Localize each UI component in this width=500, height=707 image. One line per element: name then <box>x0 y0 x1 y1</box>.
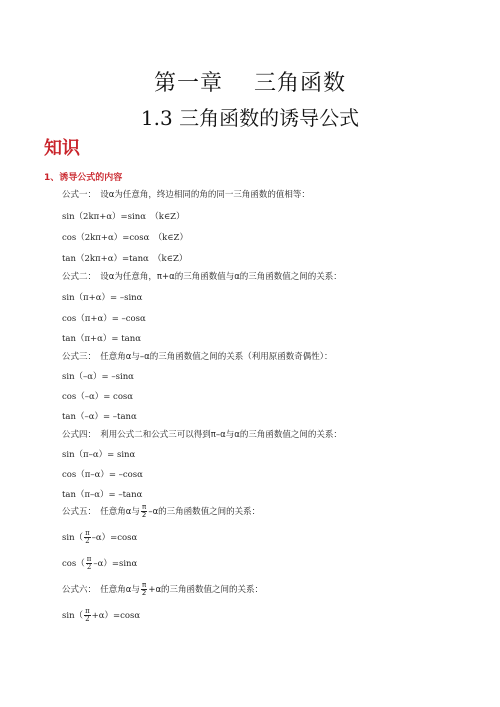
formula-line <box>62 530 137 545</box>
text-span: –α）=cosα <box>91 533 138 543</box>
knowledge-heading: 知识 <box>44 138 80 159</box>
text-span: +α的三角函数值之间的关系： <box>148 585 264 595</box>
pi-over-2-fraction <box>141 504 147 519</box>
pi-over-2-fraction <box>86 556 93 571</box>
formula-line: sin（2kπ+α）=sinα （k∈Z） <box>62 212 185 222</box>
text-span: –α的三角函数值之间的关系： <box>148 507 261 517</box>
formula-line: tan（π+α）= tanα <box>62 334 141 344</box>
formula-line <box>62 556 137 571</box>
formula2-heading: 公式二： 设α为任意角，π+α的三角函数值与α的三角函数值之间的关系： <box>62 272 342 282</box>
formula-line: sin（π+α）= –sinα <box>62 293 143 303</box>
text-span: 公式六： 任意角α与 <box>62 585 140 595</box>
formula6-heading <box>62 582 263 597</box>
formula-line: cos（2kπ+α）=cosα （k∈Z） <box>62 233 188 243</box>
fraction-denominator: 2 <box>85 615 90 623</box>
formula3-heading: 公式三： 任意角α与–α的三角函数值之间的关系（利用原函数奇偶性）： <box>62 352 333 362</box>
text-span: +α）=cosα <box>91 611 141 621</box>
pi-over-2-fraction <box>84 530 91 545</box>
formula-line: tan（2kπ+α）=tanα （k∈Z） <box>62 254 188 264</box>
text-span: 公式五： 任意角α与 <box>62 507 140 517</box>
fraction-denominator: 2 <box>141 511 147 519</box>
formula-line: tan（π–α）= –tanα <box>62 490 143 500</box>
fraction-denominator: 2 <box>85 537 90 545</box>
formula1-heading: 公式一： 设α为任意角，终边相同的角的同一三角函数的值相等： <box>62 190 310 200</box>
formula4-heading: 公式四： 利用公式二和公式三可以得到π–α与α的三角函数值之间的关系： <box>62 430 342 440</box>
fraction-denominator: 2 <box>141 589 147 597</box>
chapter-title: 第一章 三角函数 <box>154 71 346 96</box>
formula5-heading <box>62 504 260 519</box>
pi-over-2-fraction <box>84 608 91 623</box>
subheading: 1、诱导公式的内容 <box>44 173 123 183</box>
text-span: –α）=sinα <box>93 559 138 569</box>
section-title: 1.3 三角函数的诱导公式 <box>140 106 360 130</box>
text-span: cos（ <box>62 559 85 569</box>
text-span: sin（ <box>62 533 84 543</box>
fraction-numerator: π <box>86 555 92 563</box>
fraction-numerator: π <box>141 581 147 589</box>
fraction-numerator: π <box>85 529 90 537</box>
fraction-numerator: π <box>85 607 90 615</box>
pi-over-2-fraction <box>141 582 147 597</box>
fraction-denominator: 2 <box>86 563 92 571</box>
formula-line: sin（π–α）= sinα <box>62 450 136 460</box>
text-span: sin（ <box>62 611 84 621</box>
formula-line: cos（π+α）= –cosα <box>62 314 146 324</box>
formula-line: cos（–α）= cosα <box>62 392 134 402</box>
formula-line <box>62 608 140 623</box>
formula-line: tan（–α）= –tanα <box>62 412 137 422</box>
formula-line: sin（–α）= –sinα <box>62 372 134 382</box>
fraction-numerator: π <box>141 503 147 511</box>
formula-line: cos（π–α）= –cosα <box>62 470 143 480</box>
